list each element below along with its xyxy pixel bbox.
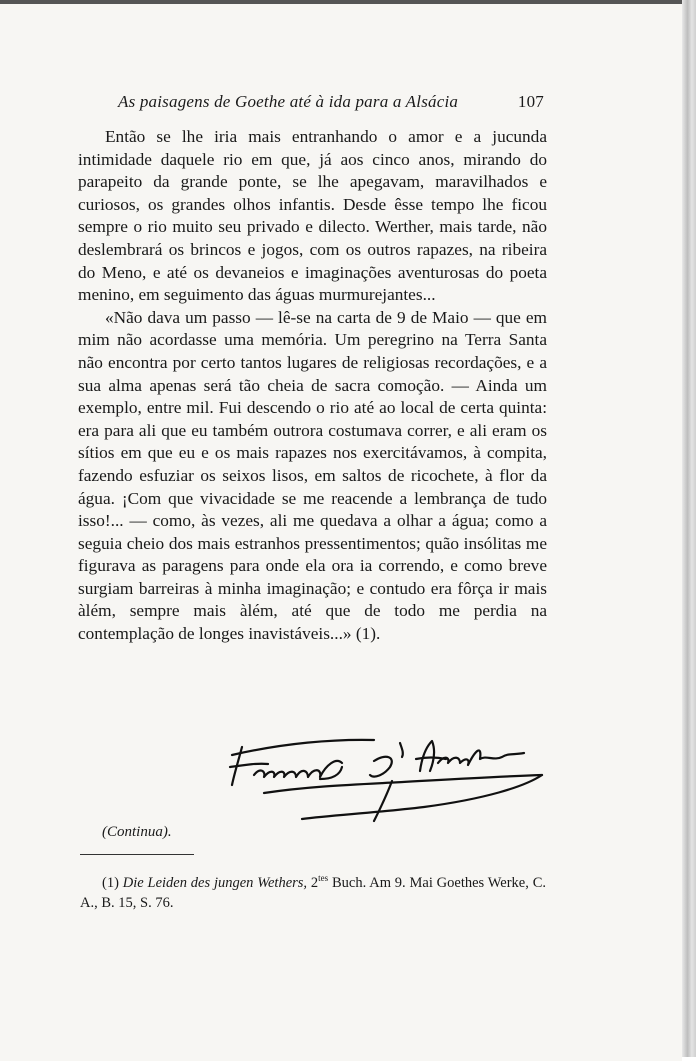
paragraph-2: «Não dava um passo — lê-se na carta de 9 de Maio — que em mim não acordasse uma memória. Um peregrino na Terra Santa não encontra por certo tantos lugares de religiosas recordações, e a sua alma apenas será tão cheia de sacra comoção. — Ainda um exemplo, entre mil. Fui descendo o rio até ao local de certa quinta: era para ali que eu também outrora costumava correr, e ali eram os sítios em que eu e os mais rapazes nos exercitávamos, à compita, fazendo esfuziar os seixos lisos, em saltos de ricochete, à flor da água. ¡Com que vivacidade se me reacende a lembrança de tudo isso!... — como, às vezes, ali me quedava a olhar a água; como a seguia cheio dos mais estranhos pressentimentos; quão insólitas me figurava as paragens para onde ela ora ia correndo, e como breve surgiam barreiras à minha imaginação; e contudo era fôrça ir mais àlém, sempre mais àlém, até que de todo me perdia na contemplação de longes inavistáveis...» (1). bbox=[78, 307, 547, 644]
page-number: 107 bbox=[517, 92, 544, 111]
footnote-rest: Buch. Am 9. Mai Goethes Werke, C. A., B. 15, S. 76. bbox=[80, 874, 546, 911]
footnote-divider bbox=[80, 854, 194, 855]
running-header bbox=[118, 92, 544, 112]
footnote bbox=[80, 868, 546, 913]
footnote-ordinal-suffix: tes bbox=[318, 873, 329, 883]
running-title: As paisagens de Goethe até à ida para a Alsácia bbox=[118, 92, 459, 111]
continuation-note: (Continua). bbox=[102, 824, 172, 840]
paragraph-1: Então se lhe iria mais entranhando o amor e a jucunda intimidade daquele rio em que, já aos cinco anos, mirando do parapeito da grande ponte, se lhe apegavam, maravilhados e curiosos, os grandes olhos infantis. Desde êsse tempo lhe ficou sempre o rio muito seu privado e dilecto. Werther, mais tarde, não deslembrará os brincos e jogos, com os outros rapazes, na ribeira do Meno, e até os devaneios e imaginações aventurosas do poeta menino, em seguimento das águas murmurejantes... bbox=[78, 127, 547, 305]
book-page-edge bbox=[682, 0, 696, 1057]
footnote-ordinal: 2 bbox=[310, 874, 319, 891]
body-text bbox=[78, 126, 547, 646]
footnote-title: Die Leiden des jungen Wethers, bbox=[122, 874, 308, 891]
footnote-marker: (1) bbox=[102, 874, 119, 891]
handwritten-signature bbox=[224, 727, 554, 832]
